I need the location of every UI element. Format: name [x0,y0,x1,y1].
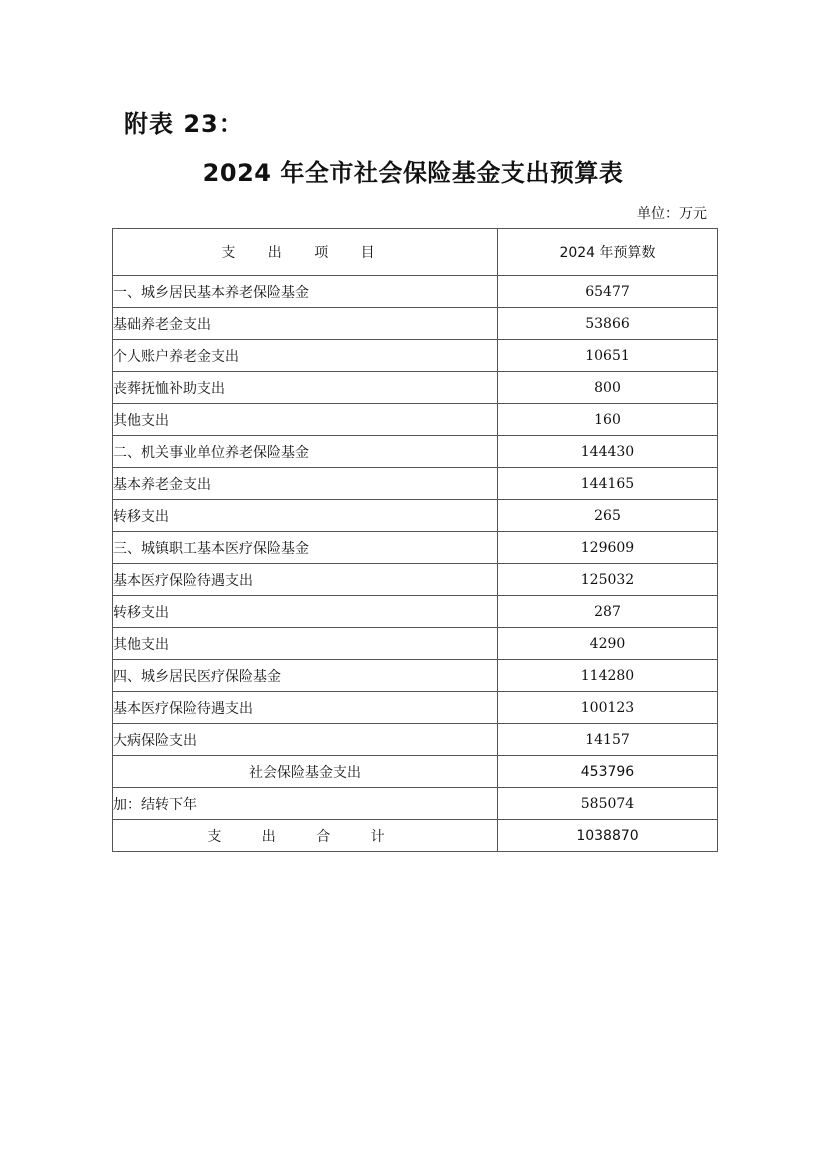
document-title: 2024 年全市社会保险基金支出预算表 [202,159,624,187]
row-label: 支 出 合 计 [207,828,403,845]
row-value: 14157 [498,724,718,756]
row-value: 160 [498,404,718,436]
row-label: 丧葬抚恤补助支出 [113,372,498,404]
row-label: 其他支出 [113,404,498,436]
row-value: 65477 [498,276,718,308]
table-row-section [113,436,718,468]
table-row-carryover [113,788,718,820]
row-label: 基础养老金支出 [113,308,498,340]
header-item-label: 支 出 项 目 [221,245,389,261]
row-value: 144165 [498,468,718,500]
row-value: 800 [498,372,718,404]
row-value: 453796 [498,756,718,788]
row-value: 125032 [498,564,718,596]
table-row [113,692,718,724]
row-value: 144430 [498,436,718,468]
table-row [113,596,718,628]
row-value: 100123 [498,692,718,724]
header-value-cell: 2024 年预算数 [498,229,718,276]
row-label: 个人账户养老金支出 [113,340,498,372]
table-row-section [113,276,718,308]
table-row [113,628,718,660]
budget-table [112,228,718,852]
row-value: 1038870 [498,820,718,852]
table-row-section [113,660,718,692]
row-value: 10651 [498,340,718,372]
unit-note: 单位：万元 [637,206,707,222]
table-row-section [113,532,718,564]
row-label: 加：结转下年 [113,788,498,820]
row-value: 114280 [498,660,718,692]
row-label: 社会保险基金支出 [113,756,498,788]
row-value: 129609 [498,532,718,564]
row-label: 二、机关事业单位养老保险基金 [113,436,498,468]
row-label: 一、城乡居民基本养老保险基金 [113,276,498,308]
table-row [113,500,718,532]
row-label: 基本医疗保险待遇支出 [113,692,498,724]
row-label: 其他支出 [113,628,498,660]
table-row-subtotal [113,756,718,788]
row-label: 三、城镇职工基本医疗保险基金 [113,532,498,564]
table-row [113,340,718,372]
row-value: 585074 [498,788,718,820]
row-label: 基本医疗保险待遇支出 [113,564,498,596]
row-value: 287 [498,596,718,628]
table-header-row [113,229,718,276]
table-row [113,468,718,500]
row-label: 转移支出 [113,596,498,628]
table-row-total [113,820,718,852]
attachment-label: 附表 23： [124,110,244,138]
table-row [113,564,718,596]
table-row [113,308,718,340]
table-row [113,404,718,436]
row-value: 53866 [498,308,718,340]
header-item-cell [113,229,498,276]
row-label: 基本养老金支出 [113,468,498,500]
row-value: 4290 [498,628,718,660]
row-label: 四、城乡居民医疗保险基金 [113,660,498,692]
table-row [113,372,718,404]
row-label: 转移支出 [113,500,498,532]
row-value: 265 [498,500,718,532]
row-label: 大病保险支出 [113,724,498,756]
total-label-cell [113,820,498,852]
table-row [113,724,718,756]
